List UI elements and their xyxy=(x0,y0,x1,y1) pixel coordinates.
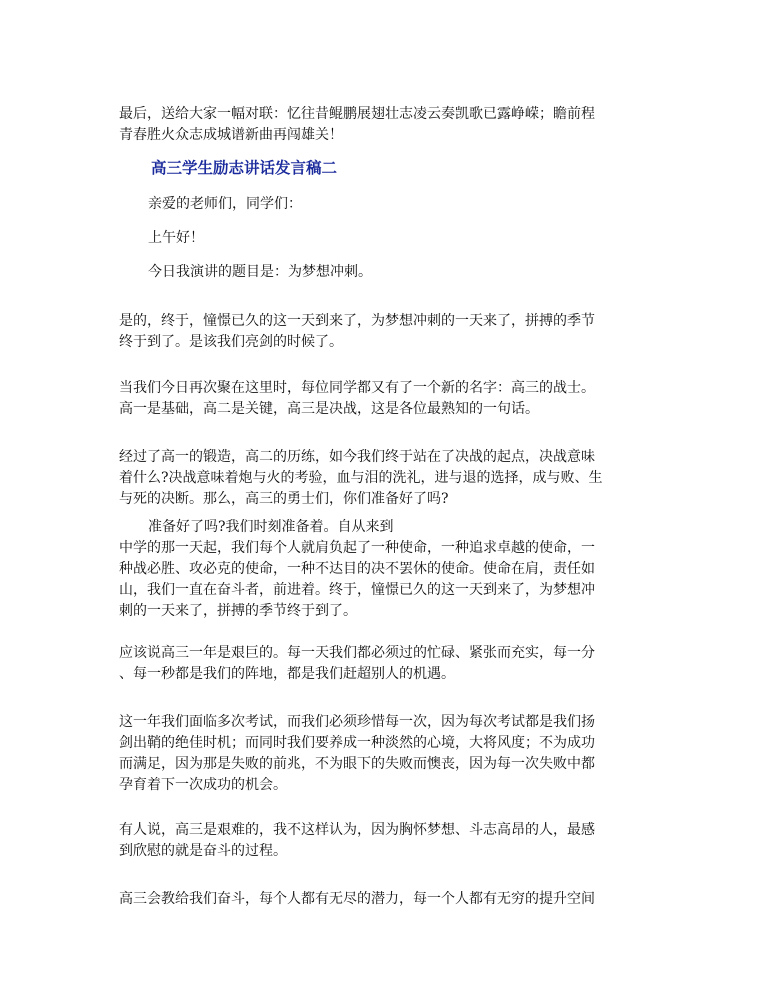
text-line: 终于到了。是该我们亮剑的时候了。 xyxy=(119,334,343,350)
paragraph xyxy=(119,517,659,622)
text-line: 青春胜火众志成城谱新曲再闯雄关！ xyxy=(119,127,343,143)
paragraph xyxy=(119,447,659,510)
text-line: 这一年我们面临多次考试，而我们必须珍惜每一次，因为每次考试都是我们扬 xyxy=(119,714,595,730)
text-line: 剑出鞘的绝佳时机；而同时我们要养成一种淡然的心境，大将风度；不为成功 xyxy=(119,735,595,751)
paragraph xyxy=(119,820,659,862)
text-line: 应该说高三一年是艰巨的。每一天我们都必须过的忙碌、紧张而充实，每一分 xyxy=(119,645,595,661)
text-line: 、每一秒都是我们的阵地，都是我们赶超别人的机遇。 xyxy=(119,666,455,682)
text-line: 孕育着下一次成功的机会。 xyxy=(119,777,287,793)
text-line: 而满足，因为那是失败的前兆，不为眼下的失败而懊丧，因为每一次失败中都 xyxy=(119,756,595,772)
paragraph xyxy=(119,889,659,910)
text-line: 是的，终于，憧憬已久的这一天到来了，为梦想冲刺的一天来了，拼搏的季节 xyxy=(119,313,595,329)
text-line: 山，我们一直在奋斗者，前进着。终于，憧憬已久的这一天到来了，为梦想冲 xyxy=(119,582,595,598)
text-line: 到欣慰的就是奋斗的过程。 xyxy=(119,843,287,859)
paragraph xyxy=(119,311,659,353)
paragraph xyxy=(119,643,659,685)
text-line: 高三会教给我们奋斗，每个人都有无尽的潜力，每一个人都有无穷的提升空间 xyxy=(119,891,595,907)
paragraph xyxy=(119,378,659,420)
greeting: 上午好！ xyxy=(148,230,204,246)
text-line: 种战必胜、攻必克的使命，一种不达目的决不罢休的使命。使命在肩，责任如 xyxy=(119,561,595,577)
text-line: 着什么?决战意味着炮与火的考验，血与泪的洗礼，进与退的选择，成与败、生 xyxy=(119,470,603,486)
section-heading: 高三学生励志讲话发言稿二 xyxy=(151,158,338,177)
text-line: 与死的决断。那么，高三的勇士们，你们准备好了吗? xyxy=(119,491,449,507)
closing-paragraph xyxy=(119,104,659,146)
text-line: 高一是基础，高二是关键，高三是决战，这是各位最熟知的一句话。 xyxy=(119,401,539,417)
speech-topic: 今日我演讲的题目是：为梦想冲刺。 xyxy=(148,264,372,280)
text-line: 准备好了吗?我们时刻准备着。自从来到 xyxy=(148,519,394,535)
text-line: 有人说，高三是艰难的，我不这样认为，因为胸怀梦想、斗志高昂的人，最感 xyxy=(119,822,595,838)
text-line: 中学的那一天起，我们每个人就肩负起了一种使命，一种追求卓越的使命，一 xyxy=(119,540,595,556)
salutation: 亲爱的老师们，同学们： xyxy=(148,196,302,212)
text-line: 经过了高一的锻造，高二的历练，如今我们终于站在了决战的起点，决战意味 xyxy=(119,449,595,465)
paragraph xyxy=(119,712,659,796)
text-line: 刺的一天来了，拼搏的季节终于到了。 xyxy=(119,603,357,619)
text-line: 最后，送给大家一幅对联：忆往昔鲲鹏展翅壮志凌云奏凯歌已露峥嵘；瞻前程 xyxy=(119,106,595,122)
text-line: 当我们今日再次聚在这里时，每位同学都又有了一个新的名字：高三的战士。 xyxy=(119,380,595,396)
